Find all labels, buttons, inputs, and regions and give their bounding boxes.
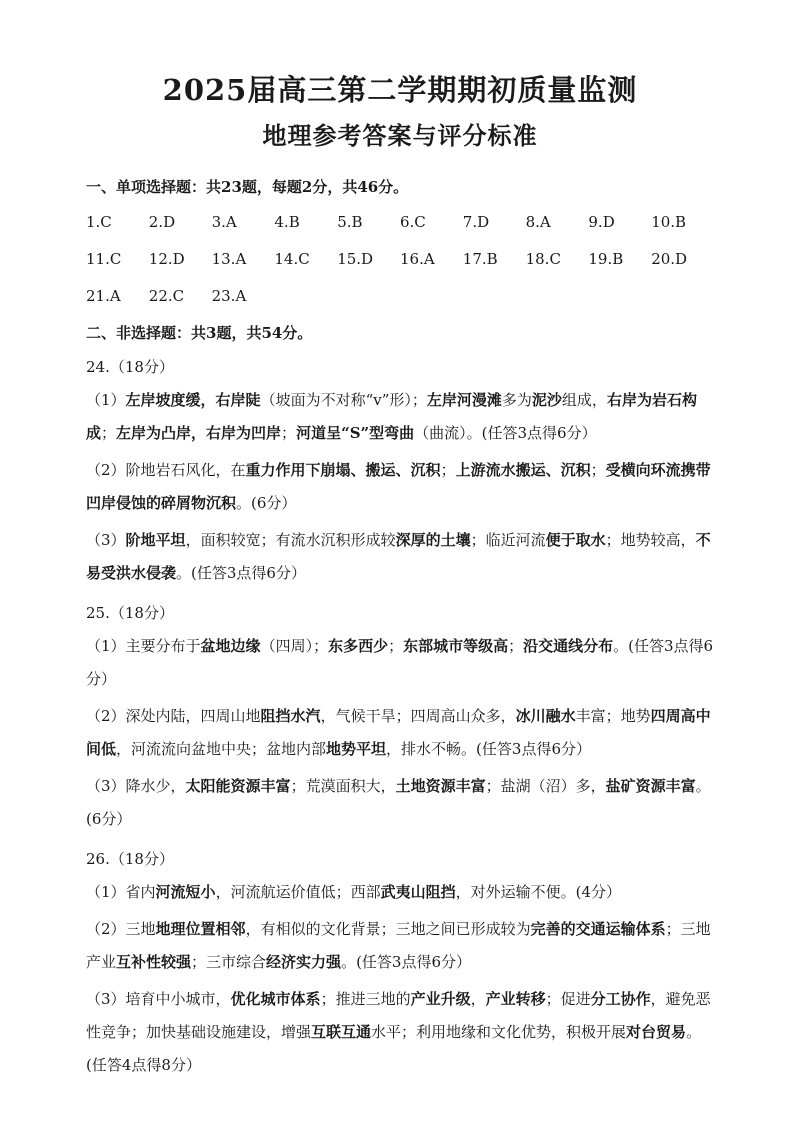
answer-text: 。(任答3点得6分） bbox=[176, 564, 306, 582]
answer-text: （1） bbox=[86, 391, 126, 409]
answer-item: 3.A bbox=[211, 213, 237, 231]
key-point: 互联互通 bbox=[311, 1023, 372, 1041]
answer-text: ； bbox=[388, 637, 404, 655]
answer-item: 1.C bbox=[86, 213, 112, 231]
answer-text: ；盐湖（沼）多， bbox=[485, 777, 606, 795]
key-point: 沿交通线分布 bbox=[523, 637, 614, 655]
answer-text: （3）培育中小城市， bbox=[86, 990, 231, 1008]
key-point: 东部城市等级高 bbox=[403, 637, 509, 655]
key-point: 盆地边缘 bbox=[200, 637, 261, 655]
answer-text: 。(6分） bbox=[86, 777, 711, 828]
key-point: 地理位置相邻 bbox=[155, 920, 246, 938]
answer-text: ；临近河流 bbox=[470, 531, 546, 549]
answer-row bbox=[86, 211, 714, 233]
key-point: 深厚的土壤 bbox=[395, 531, 471, 549]
key-point: 不易受洪水侵袭 bbox=[86, 531, 711, 582]
answer-item: 14.C bbox=[274, 250, 310, 268]
answer-text: ，对外运输不便。(4分） bbox=[455, 883, 621, 901]
answer-paragraph bbox=[86, 524, 714, 590]
answer-paragraph bbox=[86, 454, 714, 520]
key-point: 阶地平坦 bbox=[125, 531, 186, 549]
answer-row bbox=[86, 248, 714, 270]
answer-text: （曲流）。(任答3点得6分） bbox=[414, 424, 597, 442]
answer-item: 12.D bbox=[148, 250, 185, 268]
answer-paragraph bbox=[86, 700, 714, 766]
key-point: 经济实力强 bbox=[266, 953, 342, 971]
answer-item: 18.C bbox=[525, 250, 561, 268]
key-point: 土地资源丰富 bbox=[395, 777, 486, 795]
choice-answers bbox=[86, 211, 714, 307]
answer-item: 13.A bbox=[211, 250, 247, 268]
page-title: 2025届高三第二学期期初质量监测 bbox=[162, 73, 638, 107]
key-point: 受横向环流携带凹岸侵蚀的碎屑物沉积 bbox=[86, 461, 711, 512]
answer-text: （2）三地 bbox=[86, 920, 156, 938]
answer-text: （1）主要分布于 bbox=[86, 637, 201, 655]
answer-text: （3）降水少， bbox=[86, 777, 186, 795]
answer-item: 23.A bbox=[211, 287, 247, 305]
question-heading: 25.（18分） bbox=[86, 604, 174, 622]
answer-text: ； bbox=[281, 424, 297, 442]
answer-text: ，气候干旱；四周高山众多， bbox=[320, 707, 516, 725]
answer-text: ，面积较宽；有流水沉积形成较 bbox=[185, 531, 396, 549]
key-point: 地势平坦 bbox=[326, 740, 387, 758]
answer-text: ；三地产业 bbox=[86, 920, 711, 971]
question-heading: 24.（18分） bbox=[86, 358, 174, 376]
answer-text: 丰富；地势 bbox=[575, 707, 651, 725]
answer-item: 6.C bbox=[399, 213, 426, 231]
answer-paragraph bbox=[86, 384, 714, 450]
answer-item: 19.B bbox=[588, 250, 624, 268]
answer-text: 。(任答3点得6分） bbox=[86, 637, 714, 688]
answer-item: 7.D bbox=[462, 213, 490, 231]
answer-item: 20.D bbox=[651, 250, 688, 268]
answer-text: （坡面为不对称“v”形）； bbox=[260, 391, 427, 409]
answer-text: 水平；利用地缘和文化优势，积极开展 bbox=[371, 1023, 627, 1041]
key-point: 左岸为凸岸，右岸为凹岸 bbox=[116, 424, 282, 442]
key-point: 右岸为岩石构成 bbox=[86, 391, 697, 442]
answer-text: ，有相似的文化背景；三地之间已形成较为 bbox=[245, 920, 531, 938]
answer-item: 9.D bbox=[588, 213, 615, 231]
key-point: 泥沙 bbox=[531, 391, 562, 409]
answer-text: ； bbox=[101, 424, 117, 442]
answer-item: 21.A bbox=[86, 287, 121, 305]
answer-text: ； bbox=[508, 637, 524, 655]
answer-paragraph bbox=[86, 770, 714, 836]
page-subtitle: 地理参考答案与评分标准 bbox=[262, 121, 538, 150]
key-point: 完善的交通运输体系 bbox=[530, 920, 666, 938]
answer-text: ，排水不畅。(任答3点得6分） bbox=[386, 740, 591, 758]
key-point: 产业转移 bbox=[485, 990, 546, 1008]
answer-item: 10.B bbox=[651, 213, 687, 231]
answer-item: 11.C bbox=[86, 250, 122, 268]
answer-item: 4.B bbox=[274, 213, 300, 231]
key-point: 对台贸易 bbox=[626, 1023, 687, 1041]
answer-text: ，河流航运价值低；西部 bbox=[215, 883, 381, 901]
key-point: 便于取水 bbox=[545, 531, 606, 549]
answer-item: 5.B bbox=[337, 213, 363, 231]
answer-paragraph bbox=[86, 876, 714, 909]
answer-text: ；推进三地的 bbox=[320, 990, 411, 1008]
key-point: 优化城市体系 bbox=[230, 990, 321, 1008]
key-point: 冰川融水 bbox=[515, 707, 576, 725]
answer-text: （2）阶地岩石风化，在 bbox=[86, 461, 246, 479]
key-point: 东多西少 bbox=[328, 637, 389, 655]
answer-text: （2）深处内陆，四周山地 bbox=[86, 707, 261, 725]
answer-text: 。(任答3点得6分） bbox=[341, 953, 472, 971]
answer-text: 。(任答4点得8分） bbox=[86, 1023, 702, 1074]
key-point: 河道呈“S”型弯曲 bbox=[296, 424, 415, 442]
answer-item: 16.A bbox=[399, 250, 435, 268]
answer-text: 多为 bbox=[501, 391, 532, 409]
key-point: 盐矿资源丰富 bbox=[605, 777, 696, 795]
answer-item: 17.B bbox=[462, 250, 498, 268]
key-point: 互补性较强 bbox=[116, 953, 192, 971]
answer-paragraph bbox=[86, 983, 714, 1082]
key-point: 分工协作 bbox=[590, 990, 651, 1008]
answer-text: ；促进 bbox=[545, 990, 591, 1008]
answer-text: 组成， bbox=[561, 391, 607, 409]
section-heading-choice: 一、单项选择题：共23题，每题2分，共46分。 bbox=[86, 178, 409, 196]
key-point: 太阳能资源丰富 bbox=[185, 777, 291, 795]
key-point: 左岸坡度缓，右岸陡 bbox=[125, 391, 261, 409]
answer-row bbox=[86, 285, 714, 307]
answer-item: 8.A bbox=[525, 213, 551, 231]
answer-text: （四周）； bbox=[260, 637, 329, 655]
section-heading-open: 二、非选择题：共3题，共54分。 bbox=[86, 324, 313, 342]
key-point: 左岸河漫滩 bbox=[426, 391, 502, 409]
answer-item: 22.C bbox=[148, 287, 185, 305]
answer-paragraph bbox=[86, 630, 714, 696]
answer-text: ； bbox=[440, 461, 456, 479]
answer-text: ，河流流向盆地中央；盆地内部 bbox=[116, 740, 327, 758]
question-heading: 26.（18分） bbox=[86, 850, 174, 868]
answer-text: ；荒漠面积大， bbox=[290, 777, 396, 795]
answer-text: ；三市综合 bbox=[191, 953, 267, 971]
answer-text: 。(6分） bbox=[236, 494, 297, 512]
answer-paragraph bbox=[86, 913, 714, 979]
answer-item: 2.D bbox=[148, 213, 176, 231]
answer-item: 15.D bbox=[337, 250, 374, 268]
key-point: 武夷山阻挡 bbox=[380, 883, 456, 901]
answer-text: ； bbox=[590, 461, 606, 479]
open-questions bbox=[86, 356, 714, 1082]
key-point: 重力作用下崩塌、搬运、沉积 bbox=[245, 461, 441, 479]
answer-text: （3） bbox=[86, 531, 126, 549]
answer-text: ， bbox=[470, 990, 486, 1008]
answer-text: ；地势较高， bbox=[605, 531, 696, 549]
key-point: 产业升级 bbox=[410, 990, 471, 1008]
key-point: 四周高中间低 bbox=[86, 707, 711, 758]
answer-text: ，避免恶性竞争；加快基础设施建设，增强 bbox=[86, 990, 711, 1041]
key-point: 阻挡水汽 bbox=[260, 707, 321, 725]
key-point: 河流短小 bbox=[155, 883, 216, 901]
answer-text: （1）省内 bbox=[86, 883, 156, 901]
key-point: 上游流水搬运、沉积 bbox=[455, 461, 591, 479]
